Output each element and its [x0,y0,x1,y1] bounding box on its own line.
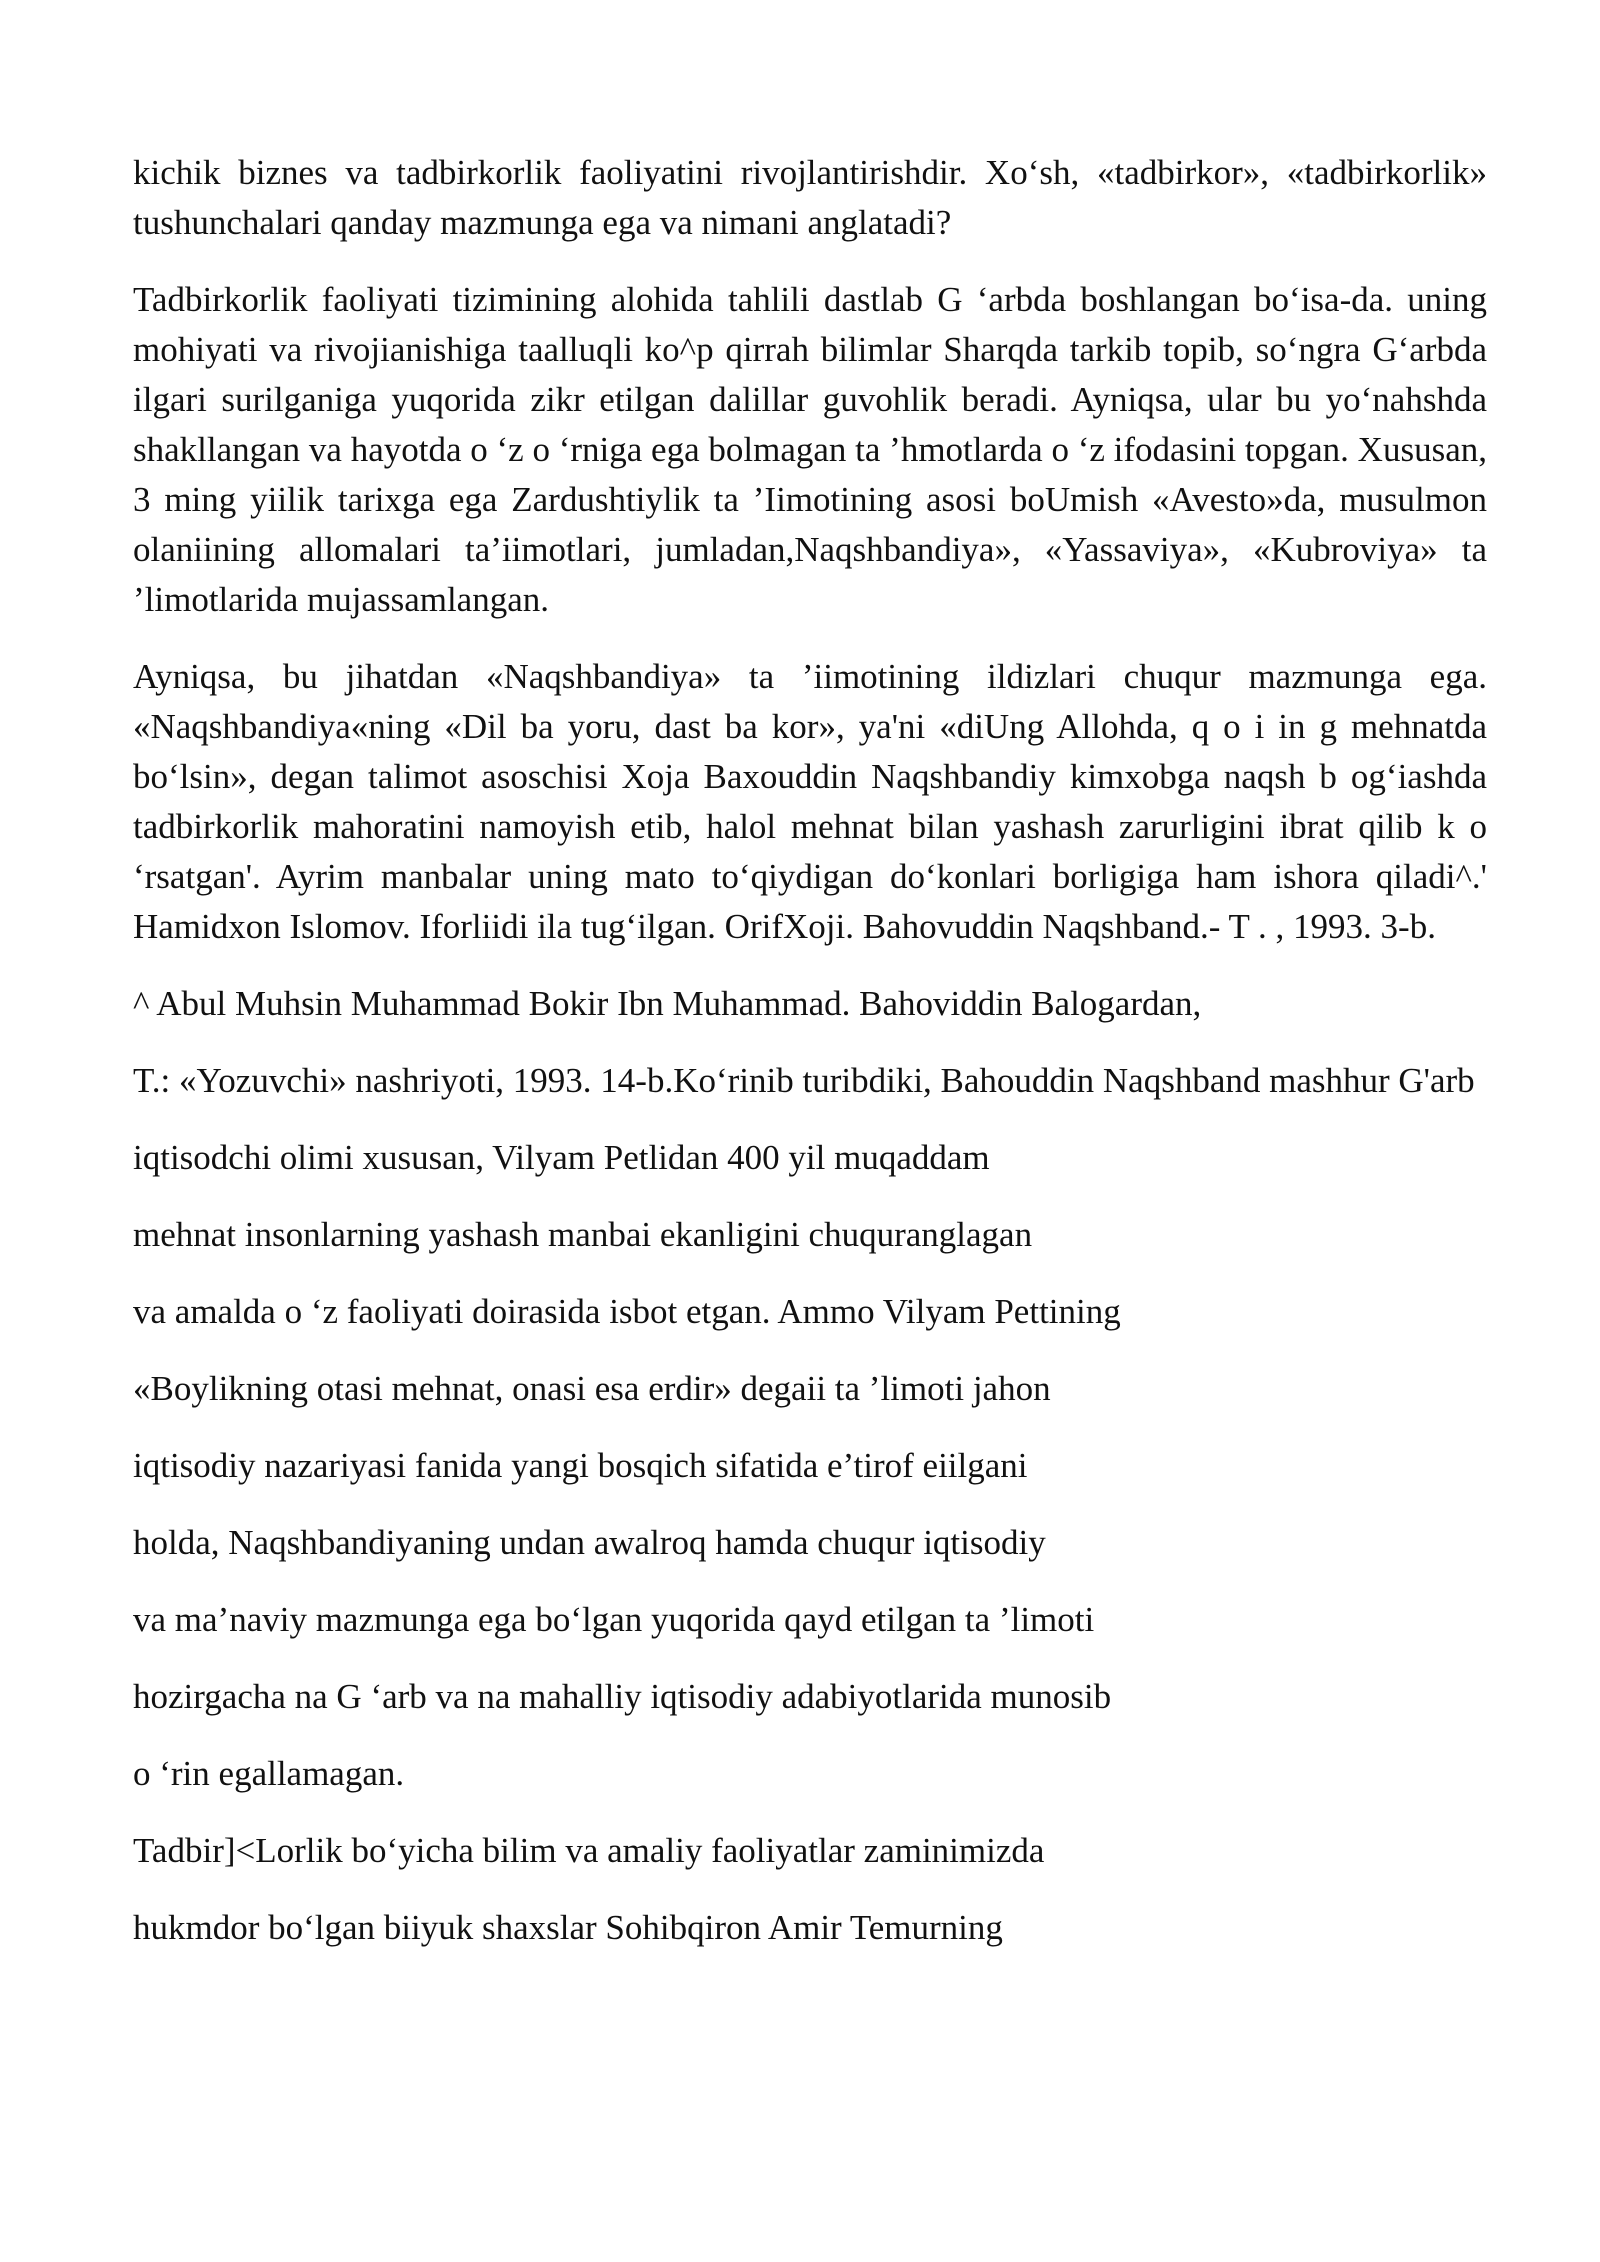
text-line: o ‘rin egallamagan. [133,1754,405,1793]
text-line: «Boylikning otasi mehnat, onasi esa erdir» degaii ta ’limoti jahon [133,1369,1051,1408]
text-line: hukmdor bo‘lgan biiyuk shaxslar Sohibqiron Amir Temurning [133,1908,1003,1947]
paragraph-tadbirkorlik-history: Tadbirkorlik faoliyati tizimining alohida tahlili dastlab G ‘arbda boshlangan bo‘isa-da. uning mohiyati va rivojianishiga taalluqli ko^p qirrah bilimlar Sharqda tarkib topib, so‘ngra G‘arbda ilgari surilganiga yuqorida zikr etilgan dalillar guvohlik beradi. Ayniqsa, ular bu yo‘nahshda shakllangan va hayotda o ‘z o ‘rniga ega bolmagan ta ’hmotlarda o ‘z ifodasini topgan. Xususan, 3 ming yiilik tarixga ega Zardushtiylik ta ’Iimotining asosi boUmish «Avesto»da, musulmon olaniining allomalari ta’iimotlari, jumladan,Naqshbandiya», «Yassaviya», «Kubroviya» ta ’limotlarida mujassamlangan. [133,280,1487,619]
paragraph-intro: kichik biznes va tadbirkorlik faoliyatini rivojlantirishdir. Xo‘sh, «tadbirkor», «tadbirkorlik» tushunchalari qanday mazmunga ega va nimani anglatadi? [133,153,1487,242]
text-line: va amalda o ‘z faoliyati doirasida isbot etgan. Ammo Vilyam Pettining [133,1292,1121,1331]
footnote-line: ^ Abul Muhsin Muhammad Bokir Ibn Muhammad. Bahoviddin Balogardan, [133,984,1202,1023]
text-line: hozirgacha na G ‘arb va na mahalliy iqtisodiy adabiyotlarida munosib [133,1677,1112,1716]
paragraph-naqshbandiya: Ayniqsa, bu jihatdan «Naqshbandiya» ta ’iimotining ildizlari chuqur mazmunga ega. «Naqshbandiya«ning «Dil ba yoru, dast ba kor», ya'ni «diUng Allohda, q o i in g mehnatda bo‘lsin», degan talimot asoschisi Xoja Baxouddin Naqshbandiy kimxobga naqsh b og‘iashda tadbirkorlik mahoratini namoyish etib, halol mehnat bilan yashash zarurligini ibrat qilib k o ‘rsatgan'. Ayrim manbalar uning mato to‘qiydigan do‘konlari borligiga ham ishora qiladi^.' Hamidxon Islomov. Iforliidi ila tug‘ilgan. OrifXoji. Bahovuddin Naqshband.- T . , 1993. 3-b. [133,657,1487,946]
text-line: mehnat insonlarning yashash manbai ekanligini chuquranglagan [133,1215,1033,1254]
text-line: Tadbir]<Lorlik bo‘yicha bilim va amaliy faoliyatlar zaminimizda [133,1831,1045,1870]
text-line: T.: «Yozuvchi» nashriyoti, 1993. 14-b.Ko‘rinib turibdiki, Bahouddin Naqshband mashhur G'arb [133,1061,1475,1100]
text-line: holda, Naqshbandiyaning undan awalroq hamda chuqur iqtisodiy [133,1523,1046,1562]
text-line: va ma’naviy mazmunga ega bo‘lgan yuqorida qayd etilgan ta ’limoti [133,1600,1095,1639]
text-line: iqtisodchi olimi xususan, Vilyam Petlidan 400 yil muqaddam [133,1138,990,1177]
document-page [133,148,1487,1980]
text-line: iqtisodiy nazariyasi fanida yangi bosqich sifatida e’tirof eiilgani [133,1446,1028,1485]
